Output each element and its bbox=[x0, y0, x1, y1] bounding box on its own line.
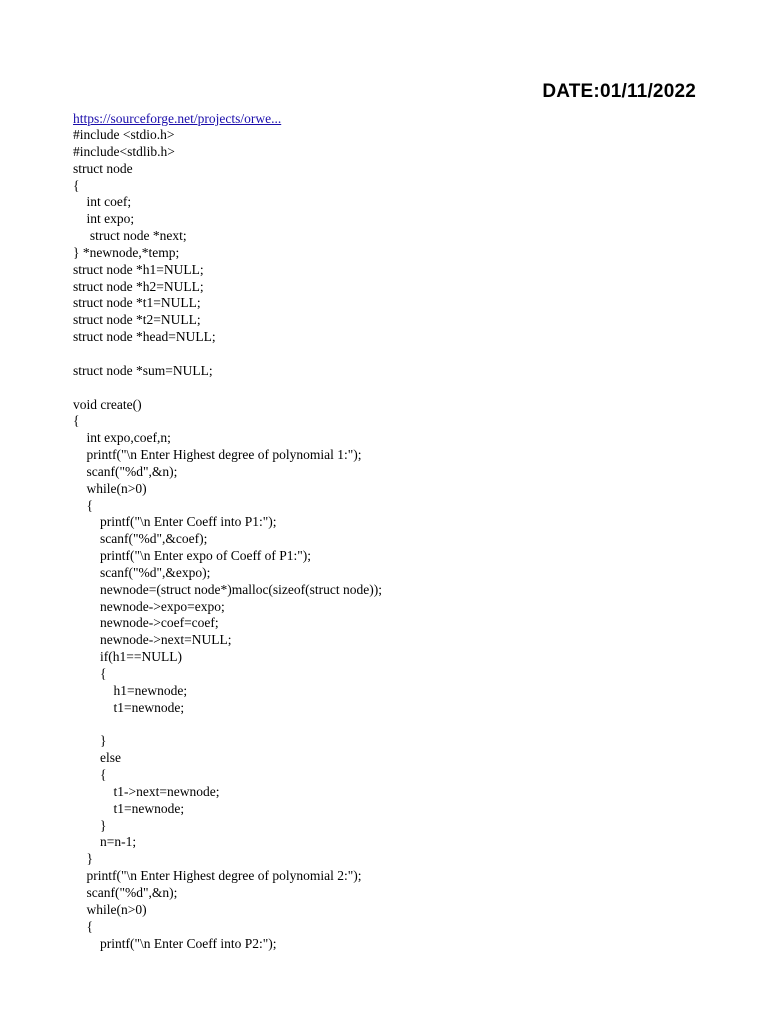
code-line: int expo,coef,n; bbox=[73, 430, 171, 446]
code-line: t1=newnode; bbox=[73, 699, 185, 715]
code-line: newnode->expo=expo; bbox=[73, 598, 225, 614]
code-line: t1=newnode; bbox=[73, 800, 185, 816]
code-line: scanf("%d",&n); bbox=[73, 884, 178, 900]
code-line: struct node *sum=NULL; bbox=[73, 362, 213, 378]
code-line: struct node *t1=NULL; bbox=[73, 295, 201, 311]
code-line: printf("\n Enter Highest degree of polynomial 2:"); bbox=[73, 868, 362, 884]
code-line: struct node bbox=[73, 160, 133, 176]
code-line: } bbox=[73, 817, 107, 833]
code-line: int expo; bbox=[73, 211, 135, 227]
code-line: n=n-1; bbox=[73, 834, 137, 850]
code-line: printf("\n Enter Coeff into P2:"); bbox=[73, 935, 277, 951]
code-line: { bbox=[73, 767, 107, 783]
code-line bbox=[73, 380, 382, 397]
code-line: struct node *head=NULL; bbox=[73, 329, 216, 345]
code-line: if(h1==NULL) bbox=[73, 649, 182, 665]
code-block bbox=[73, 127, 382, 952]
source-link[interactable]: https://sourceforge.net/projects/orwe... bbox=[73, 111, 282, 126]
code-line: newnode->next=NULL; bbox=[73, 632, 232, 648]
code-line: struct node *t2=NULL; bbox=[73, 312, 201, 328]
code-line: scanf("%d",&n); bbox=[73, 463, 178, 479]
code-line: } *newnode,*temp; bbox=[73, 244, 180, 260]
code-line: void create() bbox=[73, 396, 142, 412]
code-line: printf("\n Enter Coeff into P1:"); bbox=[73, 514, 277, 530]
code-line: { bbox=[73, 177, 80, 193]
code-line: h1=newnode; bbox=[73, 682, 188, 698]
code-line: else bbox=[73, 750, 121, 766]
code-line: struct node *h1=NULL; bbox=[73, 261, 204, 277]
document-date: DATE:01/11/2022 bbox=[542, 81, 696, 102]
code-line: printf("\n Enter expo of Coeff of P1:"); bbox=[73, 548, 311, 564]
code-line: newnode=(struct node*)malloc(sizeof(struct node)); bbox=[73, 581, 383, 597]
code-line: #include<stdlib.h> bbox=[73, 143, 175, 159]
code-line: while(n>0) bbox=[73, 480, 147, 496]
code-line: printf("\n Enter Highest degree of polynomial 1:"); bbox=[73, 447, 362, 463]
code-line: int coef; bbox=[73, 194, 132, 210]
code-line: t1->next=newnode; bbox=[73, 783, 220, 799]
code-line: { bbox=[73, 413, 80, 429]
code-line: } bbox=[73, 851, 93, 867]
code-line: #include <stdio.h> bbox=[73, 127, 175, 142]
code-line: scanf("%d",&coef); bbox=[73, 531, 208, 547]
code-line bbox=[73, 346, 382, 363]
code-line: } bbox=[73, 733, 107, 749]
code-line: scanf("%d",&expo); bbox=[73, 564, 211, 580]
code-line: struct node *next; bbox=[73, 228, 187, 244]
code-line: { bbox=[73, 497, 93, 513]
code-line: { bbox=[73, 666, 107, 681]
code-line bbox=[73, 717, 382, 734]
code-line: newnode->coef=coef; bbox=[73, 615, 219, 631]
code-line: struct node *h2=NULL; bbox=[73, 278, 204, 294]
code-line: { bbox=[73, 918, 93, 934]
code-line: while(n>0) bbox=[73, 901, 147, 917]
